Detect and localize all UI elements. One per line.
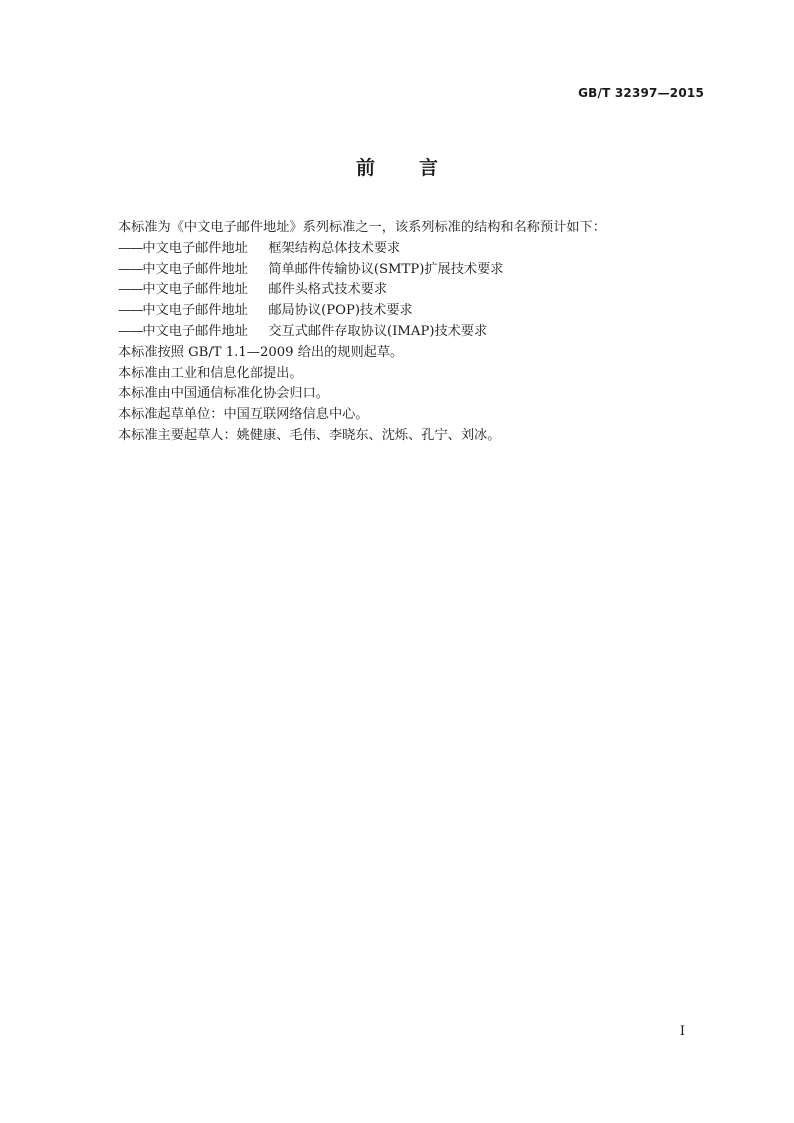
series-dash: —— [118,282,143,298]
series-part: 交互式邮件存取协议(IMAP)技术要求 [268,323,488,339]
series-part: 框架结构总体技术要求 [268,240,401,256]
series-part: 邮件头格式技术要求 [268,282,388,298]
series-item [118,301,718,322]
statement-proposer: 本标准由工业和信息化部提出。 [118,365,303,381]
series-item [118,280,718,301]
series-name: 中文电子邮件地址 [142,261,248,277]
series-dash: —— [118,323,143,339]
series-name: 中文电子邮件地址 [142,323,248,339]
series-name: 中文电子邮件地址 [142,240,248,256]
page-title: 前言 [355,157,482,179]
series-dash: —— [118,303,143,319]
series-item [118,239,718,260]
series-part: 简单邮件传输协议(SMTP)扩展技术要求 [268,261,504,277]
statement-drafting-unit: 本标准起草单位：中国互联网络信息中心。 [118,407,369,423]
foreword-body [118,218,718,447]
series-dash: —— [118,261,143,277]
series-part: 邮局协议(POP)技术要求 [268,303,413,319]
standard-number: GB/T 32397—2015 [578,86,704,100]
series-name: 中文电子邮件地址 [142,303,248,319]
page-number: I [679,1024,685,1039]
statement-drafters: 本标准主要起草人：姚健康、毛伟、李晓东、沈烁、孔宁、刘冰。 [118,427,501,443]
intro-paragraph: 本标准为《中文电子邮件地址》系列标准之一，该系列标准的结构和名称预计如下： [118,220,606,235]
series-item [118,260,718,281]
series-item [118,322,718,343]
series-dash: —— [118,240,143,256]
statement-drafting-rules: 本标准按照 GB/T 1.1—2009 给出的规则起草。 [118,344,404,360]
series-name: 中文电子邮件地址 [142,282,248,298]
statement-responsible-body: 本标准由中国通信标准化协会归口。 [118,386,329,402]
